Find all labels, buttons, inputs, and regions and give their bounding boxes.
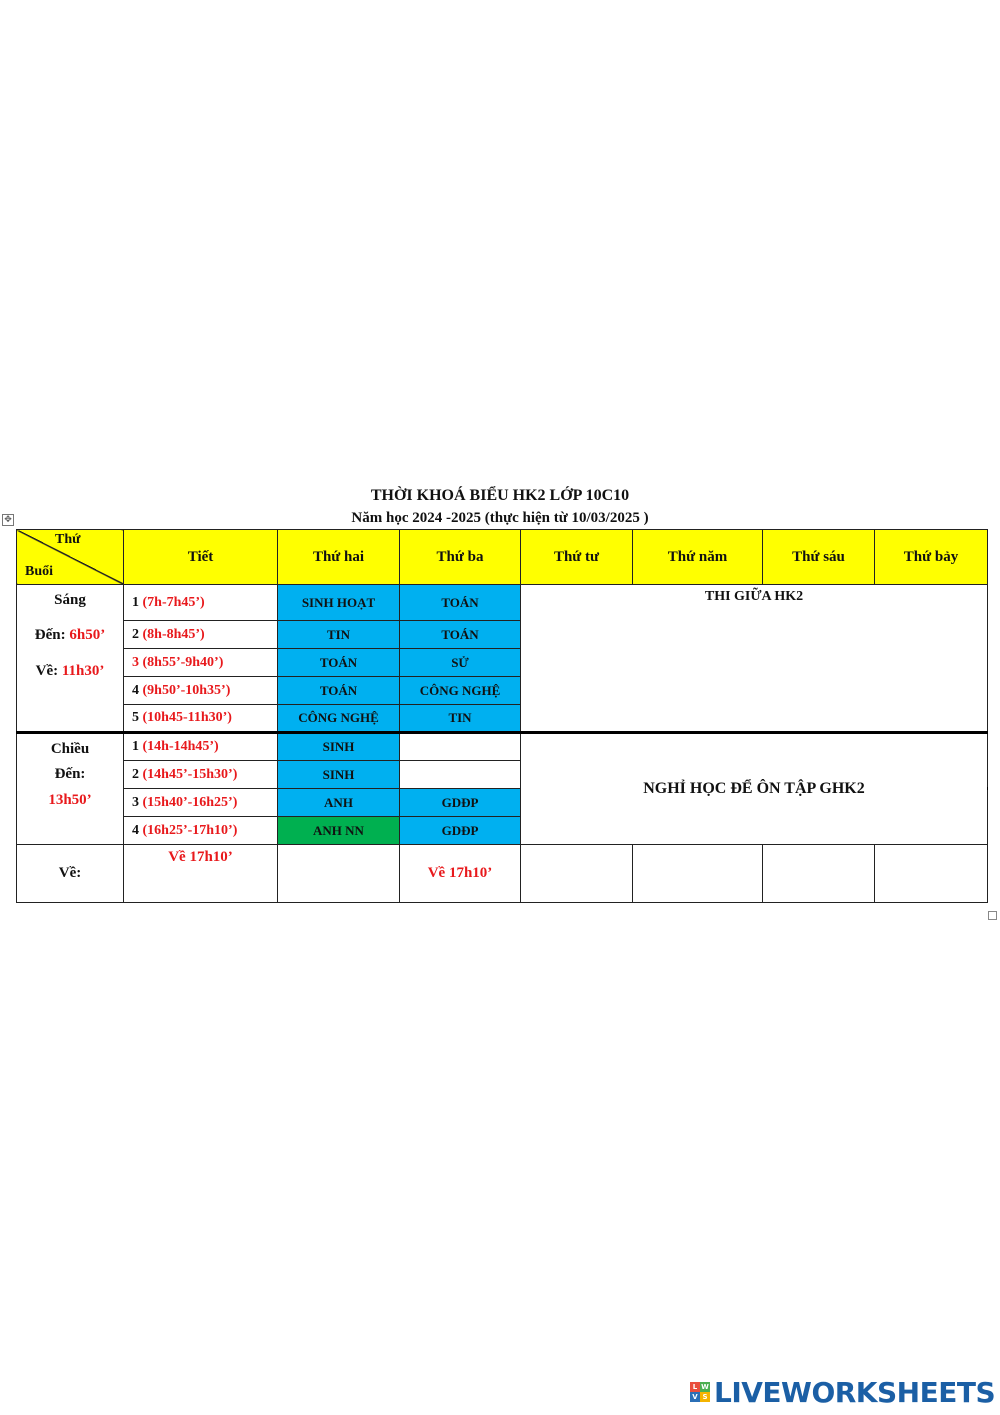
- morning-ve-label: Về:: [35, 662, 59, 679]
- timetable: [16, 529, 988, 903]
- page-subtitle: Năm học 2024 -2025 (thực hiện từ 10/03/2025 ): [351, 510, 649, 526]
- period-number: 1: [132, 739, 139, 754]
- liveworksheets-logo: [690, 1377, 995, 1407]
- table-resize-handle[interactable]: [988, 911, 997, 920]
- period-number: 5: [132, 710, 139, 725]
- footer-empty-cell: [278, 845, 400, 903]
- subject-cell: SINH: [278, 733, 400, 761]
- period-cell: [124, 789, 278, 817]
- period-cell: [124, 733, 278, 761]
- exam-note-cell: [521, 585, 988, 733]
- subject-cell: SỬ: [400, 649, 521, 677]
- period-number: 1: [132, 594, 139, 610]
- afternoon-den-label: Đến:: [54, 766, 86, 783]
- period-time: (8h-8h45’): [142, 626, 205, 642]
- subject-cell: TIN: [278, 621, 400, 649]
- period-cell: [124, 649, 278, 677]
- footer-ve-tue: Về 17h10’: [400, 845, 521, 903]
- header-thu: Thứ: [55, 532, 81, 547]
- header-buoi: Buổi: [25, 564, 54, 579]
- footer-ve-tiet: Về 17h10’: [124, 845, 278, 903]
- header-day-tue: Thứ ba: [400, 530, 521, 585]
- footer-empty-cell: [521, 845, 633, 903]
- period-cell: [124, 585, 278, 621]
- period-cell: [124, 621, 278, 649]
- off-note-cell: [521, 733, 988, 845]
- period-number: 3: [132, 654, 139, 670]
- period-cell: [124, 761, 278, 789]
- subject-cell: TOÁN: [400, 621, 521, 649]
- period-number: 2: [132, 626, 139, 642]
- subject-cell: GDĐP: [400, 789, 521, 817]
- subject-cell: TOÁN: [400, 585, 521, 621]
- footer-ve-label: Về:: [17, 845, 124, 903]
- period-time: (8h55’-9h40’): [142, 654, 224, 670]
- afternoon-label: Chiều: [50, 741, 90, 757]
- logo-text: LIVEWORKSHEETS: [714, 1375, 996, 1409]
- subject-cell: TOÁN: [278, 677, 400, 705]
- afternoon-session-cell: [17, 733, 124, 845]
- morning-label: Sáng: [54, 592, 86, 608]
- period-time: (10h45-11h30’): [142, 710, 232, 725]
- subject-cell: CÔNG NGHỆ: [278, 705, 400, 733]
- subject-cell: ANH: [278, 789, 400, 817]
- subject-cell: TOÁN: [278, 649, 400, 677]
- subject-cell: ANH NN: [278, 817, 400, 845]
- header-tiet: Tiết: [124, 530, 278, 585]
- morning-den-time: 6h50’: [69, 627, 106, 644]
- morning-ve-time: 11h30’: [61, 662, 105, 679]
- period-time: (9h50’-10h35’): [142, 682, 231, 698]
- period-number: 4: [132, 822, 139, 838]
- period-time: (15h40’-16h25’): [142, 794, 238, 810]
- period-time: (14h45’-15h30’): [142, 766, 238, 782]
- footer-empty-cell: [875, 845, 988, 903]
- period-time: (16h25’-17h10’): [142, 822, 238, 838]
- liveworksheets-icon: L W V S: [690, 1382, 710, 1402]
- afternoon-den-time: 13h50’: [48, 791, 92, 808]
- period-cell: [124, 705, 278, 733]
- period-number: 2: [132, 766, 139, 782]
- period-number: 4: [132, 682, 139, 698]
- morning-session-cell: [17, 585, 124, 733]
- subject-cell: CÔNG NGHỆ: [400, 677, 521, 705]
- exam-note: THI GIỮA HK2: [704, 589, 804, 604]
- header-day-thu: Thứ năm: [633, 530, 763, 585]
- footer-empty-cell: [763, 845, 875, 903]
- period-number: 3: [132, 794, 139, 810]
- subject-cell: GDĐP: [400, 817, 521, 845]
- period-time: (7h-7h45’): [142, 594, 205, 610]
- page-title: THỜI KHOÁ BIỂU HK2 LỚP 10C10: [370, 487, 630, 504]
- header-day-wed: Thứ tư: [521, 530, 633, 585]
- period-time: (14h-14h45’): [142, 739, 219, 754]
- table-move-icon[interactable]: ✥: [2, 514, 14, 526]
- subject-cell: [400, 761, 521, 789]
- subject-cell: SINH: [278, 761, 400, 789]
- off-note: NGHỈ HỌC ĐỂ ÔN TẬP GHK2: [643, 780, 865, 797]
- morning-den-label: Đến:: [34, 627, 66, 644]
- footer-empty-cell: [633, 845, 763, 903]
- subject-cell: TIN: [400, 705, 521, 733]
- period-cell: [124, 817, 278, 845]
- period-cell: [124, 677, 278, 705]
- header-day-mon: Thứ hai: [278, 530, 400, 585]
- subject-cell: SINH HOẠT: [278, 585, 400, 621]
- header-day-fri: Thứ sáu: [763, 530, 875, 585]
- header-day-sat: Thứ bảy: [875, 530, 988, 585]
- header-corner-cell: [17, 530, 124, 585]
- subject-cell: [400, 733, 521, 761]
